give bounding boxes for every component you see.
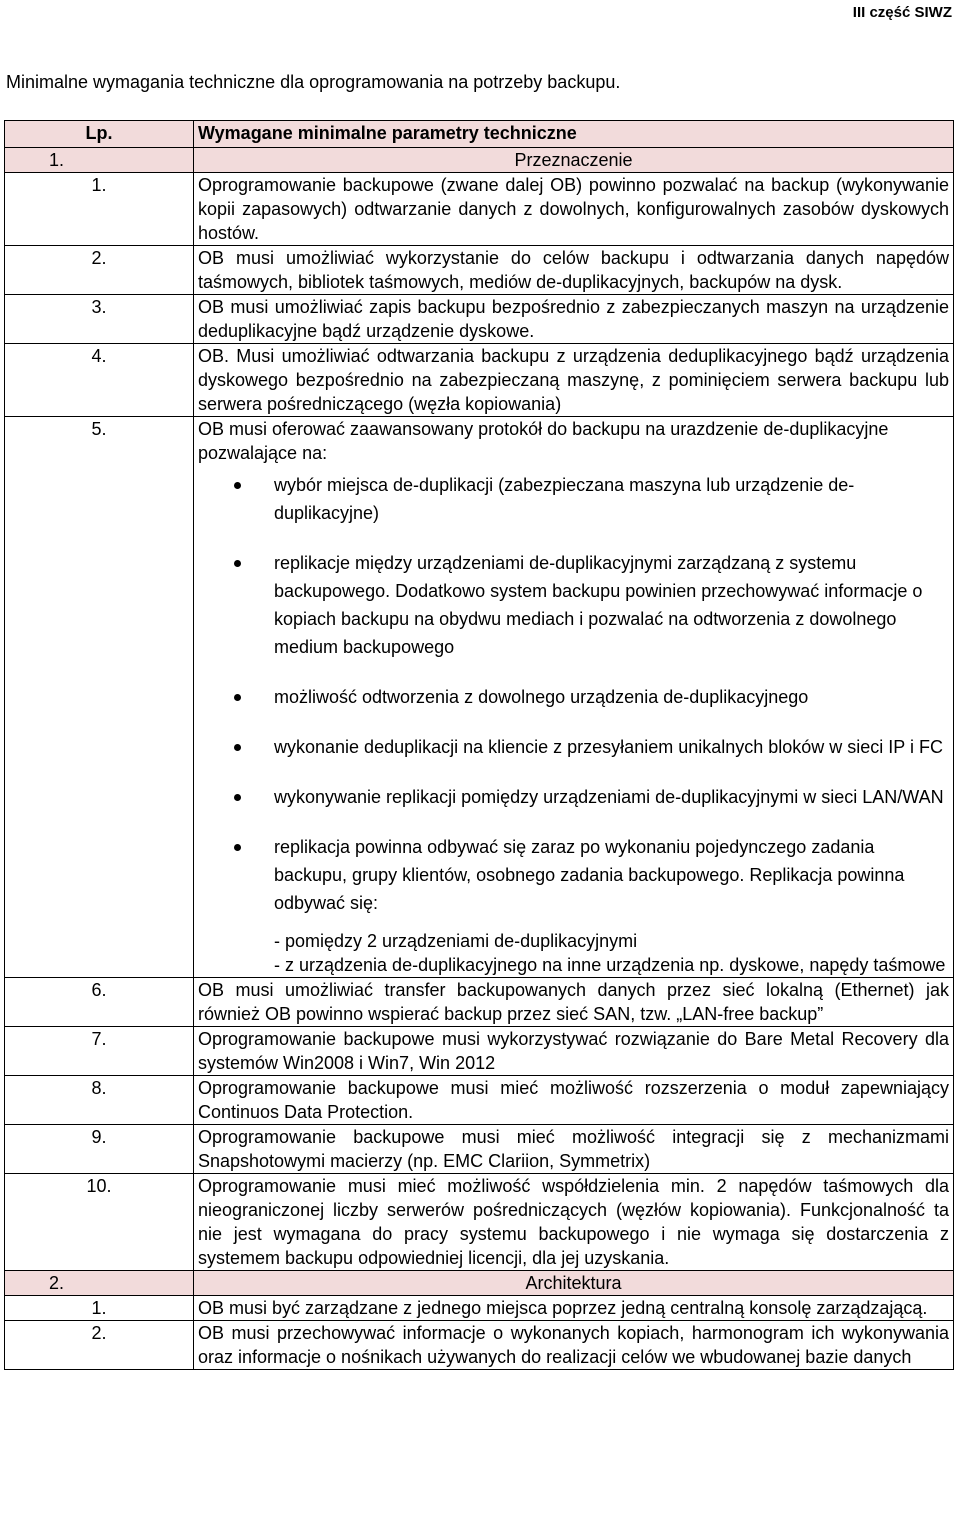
section-row [5,1271,954,1296]
row-number: 1. [5,173,194,246]
table-row [5,1076,954,1125]
row-number: 6. [5,978,194,1027]
row-intro: OB musi oferować zaawansowany protokół do backupu na urazdzenie de-duplikacyjne pozwalające na: [198,419,889,463]
row-number: 3. [5,295,194,344]
section-number: 2. [5,1271,194,1296]
table-row [5,1125,954,1174]
feature-list [198,471,949,917]
bullet-icon [234,794,241,801]
list-item-text: replikacje między urządzeniami de-duplikacyjnymi zarządzaną z systemu backupowego. Dodatkowo system backupu powinien przechowywać informacje o kopiach backupu na obydwu mediach i pozwalać na odtworzenia z dowolnego medium backupowego [274,553,923,657]
document-header-tag: III część SIWZ [852,4,952,21]
list-item [198,733,949,761]
row-number: 4. [5,344,194,417]
table-row [5,1321,954,1370]
table-row [5,417,954,978]
bullet-icon [234,744,241,751]
row-number: 2. [5,1321,194,1370]
column-header-parameters: Wymagane minimalne parametry techniczne [194,121,954,148]
table-row [5,1296,954,1321]
row-text: Oprogramowanie backupowe musi mieć możliwość rozszerzenia o moduł zapewniający Continuos Data Protection. [194,1076,954,1125]
table-row [5,295,954,344]
row-text: Oprogramowanie backupowe (zwane dalej OB) powinno pozwalać na backup (wykonywanie kopii zapasowych) odtwarzanie danych z dowolnych, konfigurowalnych zasobów dyskowych hostów. [194,173,954,246]
column-header-lp: Lp. [5,121,194,148]
table-row [5,1174,954,1271]
bullet-icon [234,844,241,851]
row-text: OB musi umożliwiać zapis backupu bezpośrednio z zabezpieczanych maszyn na urządzenie deduplikacyjne bądź urządzenie dyskowe. [194,295,954,344]
list-item-text: wykonanie deduplikacji na kliencie z przesyłaniem unikalnych bloków w sieci IP i FC [274,737,943,757]
table-header-row [5,121,954,148]
list-item [198,549,949,661]
row-number: 1. [5,1296,194,1321]
table-row [5,173,954,246]
bullet-icon [234,560,241,567]
list-item [198,683,949,711]
table-row [5,978,954,1027]
row-text: Oprogramowanie backupowe musi mieć możliwość integracji się z mechanizmami Snapshotowymi macierzy (np. EMC Clariion, Symmetrix) [194,1125,954,1174]
section-title: Przeznaczenie [194,148,954,173]
table-row [5,1027,954,1076]
section-title: Architektura [194,1271,954,1296]
replication-option: - z urządzenia de-duplikacyjnego na inne urządzenia np. dyskowe, napędy taśmowe [274,955,946,975]
row-content [194,417,954,978]
table-row [5,344,954,417]
row-text: OB. Musi umożliwiać odtwarzania backupu z urządzenia deduplikacyjnego bądź urządzenia dyskowego bezpośrednio na zabezpieczaną maszynę, z pominięciem serwera backupu lub serwera pośredniczącego (węzła kopiowania) [194,344,954,417]
list-item-text: replikacja powinna odbywać się zaraz po wykonaniu pojedynczego zadania backupu, grupy klientów, osobnego zadania backupowego. Replikacja powinna odbywać się: [274,837,905,913]
bullet-icon [234,694,241,701]
row-number: 8. [5,1076,194,1125]
row-text: OB musi być zarządzane z jednego miejsca poprzez jedną centralną konsolę zarządzającą. [194,1296,954,1321]
row-number: 7. [5,1027,194,1076]
bullet-icon [234,482,241,489]
row-number: 9. [5,1125,194,1174]
row-number: 10. [5,1174,194,1271]
list-item [198,471,949,527]
row-number: 5. [5,417,194,978]
requirements-table [4,120,954,1370]
row-text: OB musi umożliwiać wykorzystanie do celów backupu i odtwarzania danych napędów taśmowych, bibliotek taśmowych, mediów de-duplikacyjnych, backupów na dysk. [194,246,954,295]
section-row [5,148,954,173]
list-item [198,833,949,917]
list-item-text: możliwość odtworzenia z dowolnego urządzenia de-duplikacyjnego [274,687,809,707]
section-number: 1. [5,148,194,173]
row-number: 2. [5,246,194,295]
list-item-text: wykonywanie replikacji pomiędzy urządzeniami de-duplikacyjnymi w sieci LAN/WAN [274,787,944,807]
document-title: Minimalne wymagania techniczne dla oprogramowania na potrzeby backupu. [6,72,621,92]
list-item-text: wybór miejsca de-duplikacji (zabezpieczana maszyna lub urządzenie de-duplikacyjne) [274,475,855,523]
row-text: OB musi umożliwiać transfer backupowanych danych przez sieć lokalną (Ethernet) jak również OB powinno wspierać backup przez sieć SAN, tzw. „LAN-free backup” [194,978,954,1027]
replication-option: - pomiędzy 2 urządzeniami de-duplikacyjnymi [274,931,638,951]
row-text: Oprogramowanie backupowe musi wykorzystywać rozwiązanie do Bare Metal Recovery dla systemów Win2008 i Win7, Win 2012 [194,1027,954,1076]
row-text: OB musi przechowywać informacje o wykonanych kopiach, harmonogram ich wykonywania oraz informacje o nośnikach używanych do realizacji celów we wbudowanej bazie danych [194,1321,954,1370]
table-row [5,246,954,295]
row-text: Oprogramowanie musi mieć możliwość współdzielenia min. 2 napędów taśmowych dla nieograniczonej liczby serwerów pośredniczących (węzłów kopiowania). Funkcjonalność ta nie jest wymagana do pracy systemu backupowego i nie wymaga się dostarczenia z systemem backupu odpowiedniej licencji, dla jej uzyskania. [194,1174,954,1271]
list-item [198,783,949,811]
